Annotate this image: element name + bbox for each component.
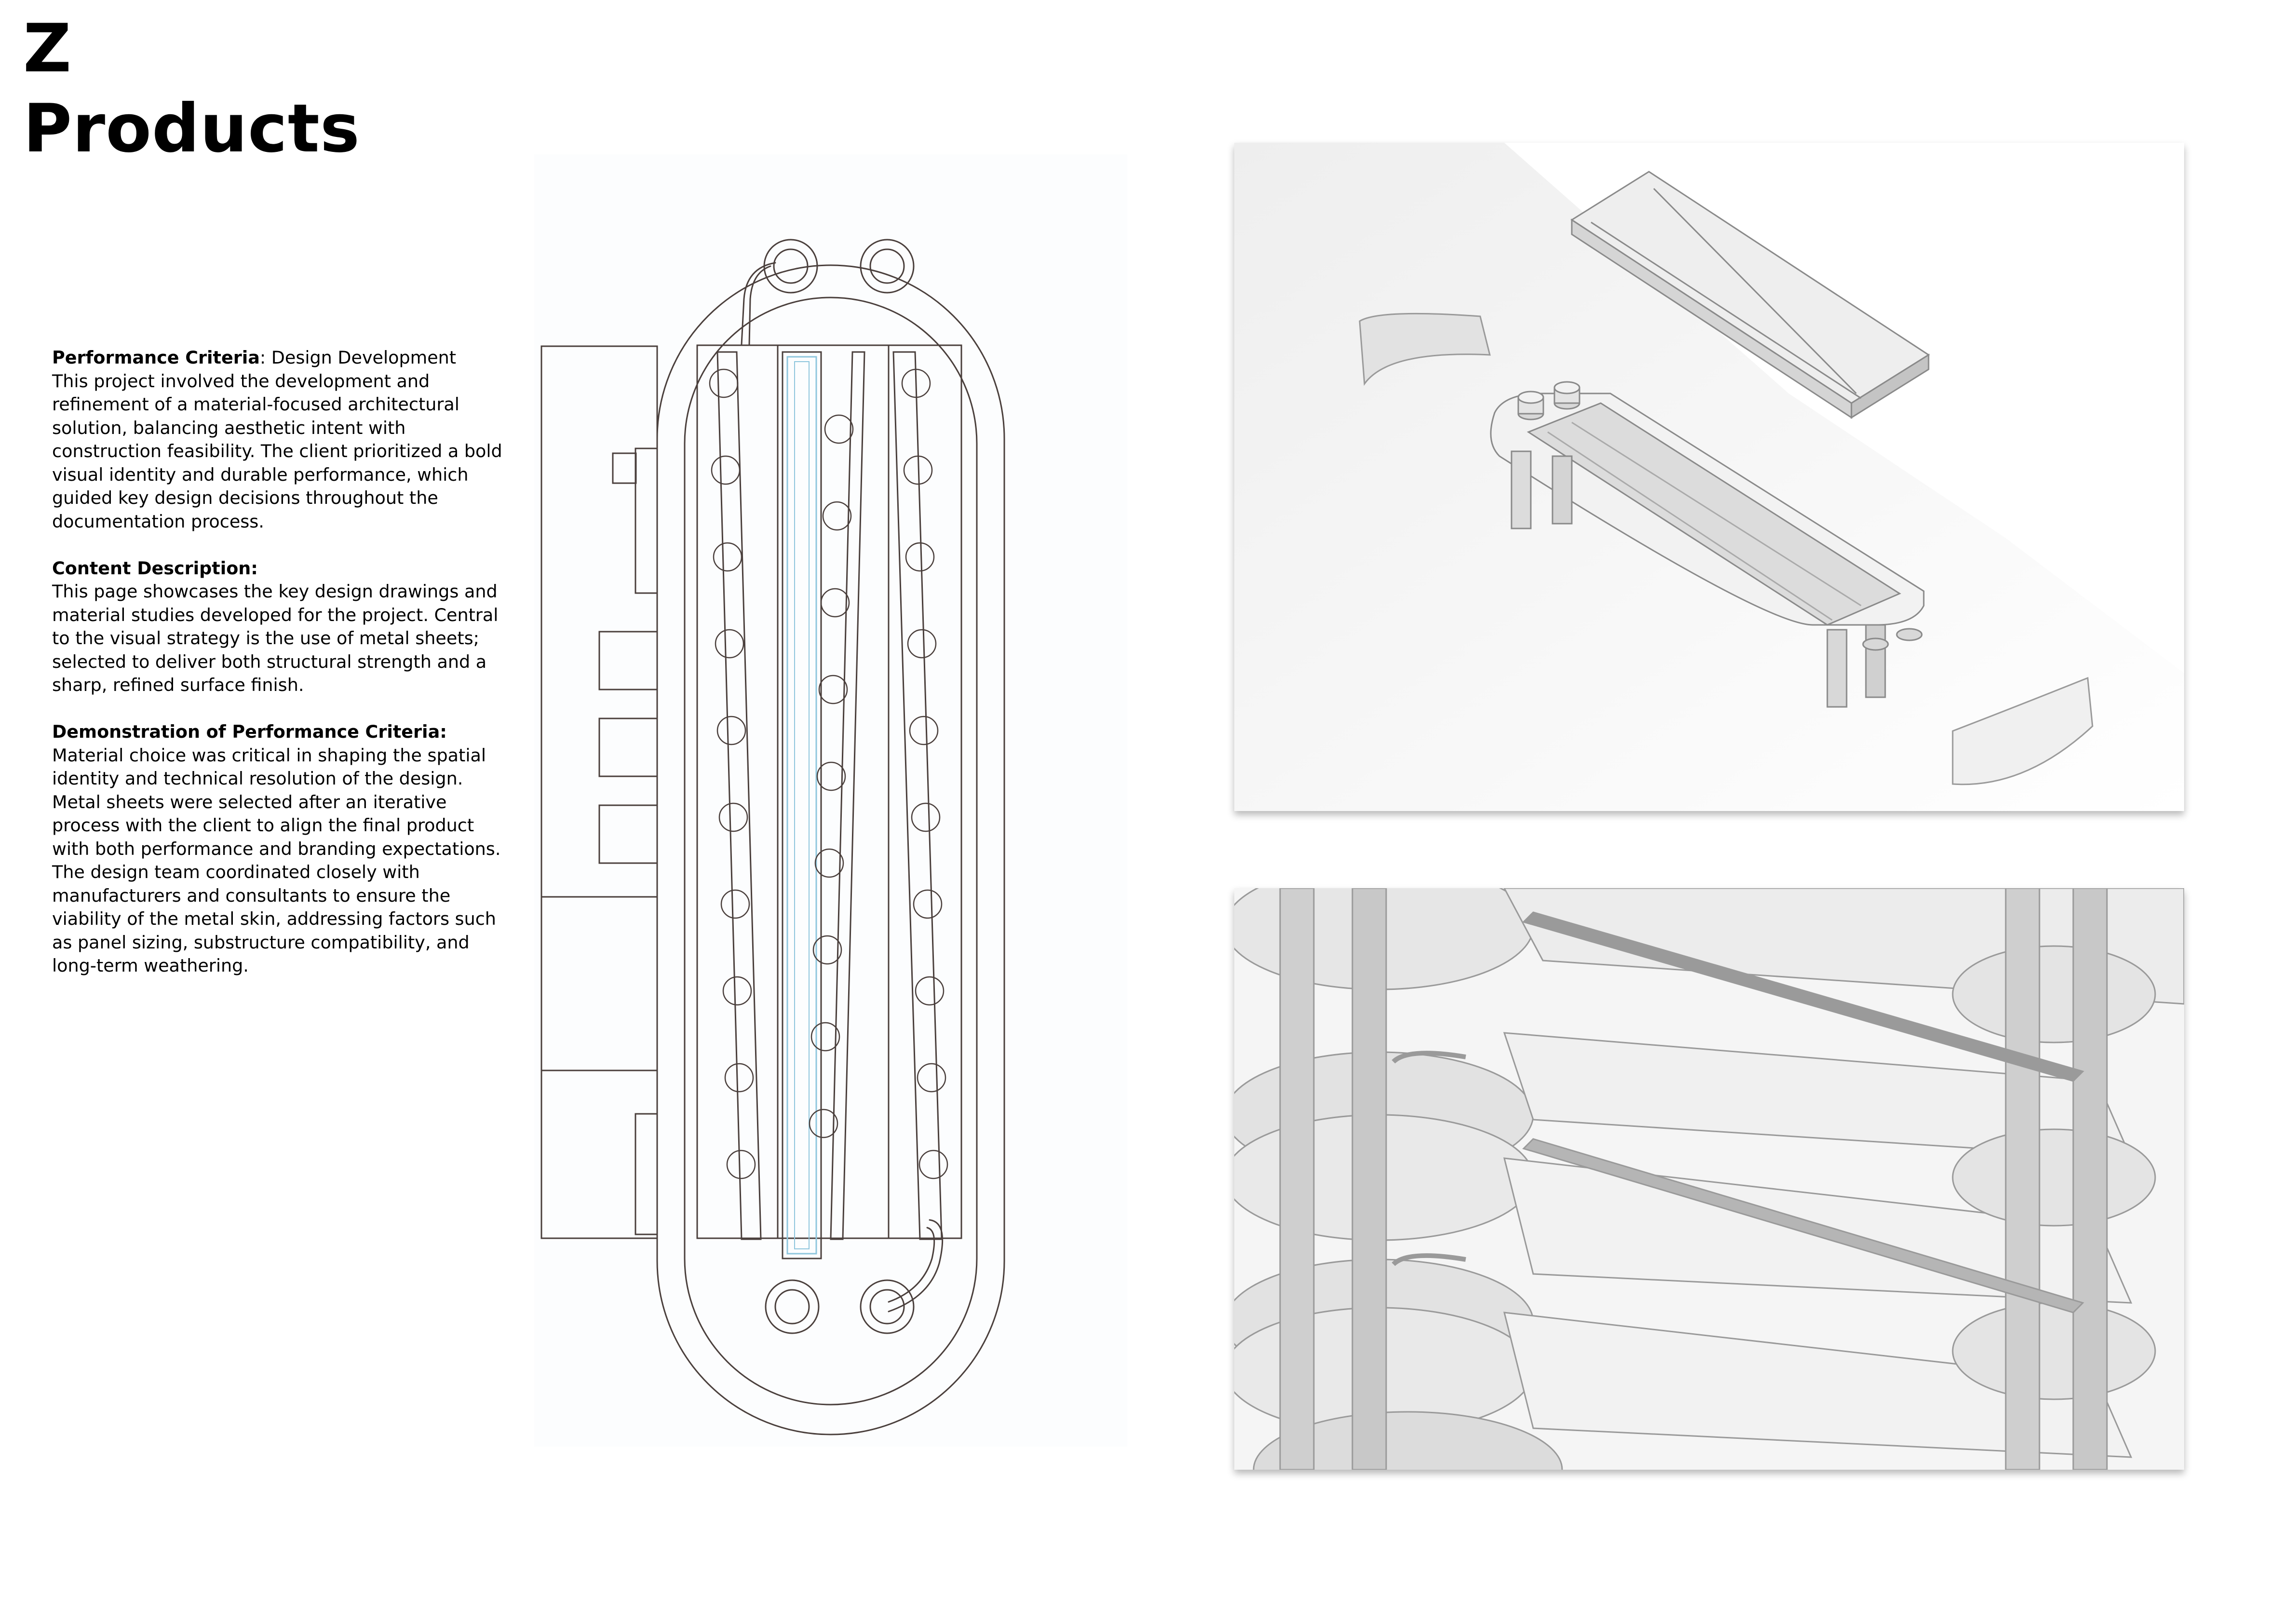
plan-drawing — [534, 154, 1127, 1447]
body-line: as panel sizing, substructure compatibility, and — [52, 932, 470, 953]
body-line: visual identity and durable performance, which — [52, 464, 469, 485]
plan-drawing-svg — [534, 154, 1127, 1447]
section-heading: Demonstration of Performance Criteria — [52, 721, 440, 742]
title-line-1: Z — [23, 10, 72, 87]
closeup-render-svg — [1234, 888, 2184, 1470]
body-line: construction feasibility. The client prioritized a bold — [52, 441, 502, 461]
page-title — [23, 9, 360, 169]
body-line: Material choice was critical in shaping the spatial — [52, 744, 486, 766]
isometric-render-svg — [1234, 143, 2184, 811]
body-line: solution, balancing aesthetic intent with — [52, 417, 406, 438]
body-line: refinement of a material-focused architectural — [52, 394, 459, 415]
body-line: selected to deliver both structural strength and a — [52, 651, 487, 672]
section-heading-suffix: : Design Development — [259, 347, 457, 368]
section-heading-suffix: : — [440, 721, 447, 742]
body-line: manufacturers and consultants to ensure the — [52, 885, 451, 906]
body-line: sharp, refined surface finish. — [52, 675, 304, 695]
body-line: process with the client to align the final product — [52, 815, 474, 836]
isometric-render — [1234, 143, 2184, 811]
section-performance-criteria — [52, 346, 515, 533]
body-line: The design team coordinated closely with — [52, 862, 420, 882]
section-heading-line — [52, 720, 515, 744]
section-heading-line — [52, 557, 515, 581]
body-line: This project involved the development and — [52, 370, 430, 392]
title-line-2: Products — [23, 90, 360, 167]
section-heading-line — [52, 346, 515, 370]
body-line: viability of the metal skin, addressing factors such — [52, 908, 496, 929]
section-heading: Content Description — [52, 557, 251, 579]
body-line: guided key design decisions throughout the — [52, 487, 438, 508]
section-heading-suffix: : — [251, 557, 258, 579]
body-line: long-term weathering. — [52, 955, 249, 976]
body-line: with both performance and branding expectations. — [52, 838, 501, 859]
description-text — [52, 346, 515, 1001]
body-line: This page showcases the key design drawings and — [52, 581, 498, 602]
body-line: to the visual strategy is the use of metal sheets; — [52, 628, 479, 649]
body-line: identity and technical resolution of the design. — [52, 768, 463, 789]
section-content-description — [52, 557, 515, 697]
section-demonstration — [52, 720, 515, 978]
body-line: material studies developed for the project. Central — [52, 604, 499, 625]
closeup-render — [1234, 888, 2184, 1470]
body-line: Metal sheets were selected after an iterative — [52, 791, 447, 812]
body-line: documentation process. — [52, 511, 264, 532]
section-heading: Performance Criteria — [52, 347, 260, 368]
